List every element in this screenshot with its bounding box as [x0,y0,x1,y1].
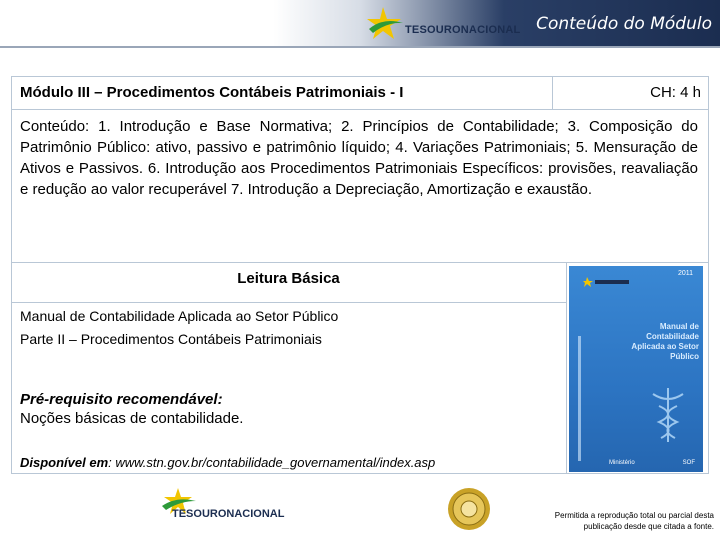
header-divider [0,46,720,48]
prerequisite-label: Pré-requisito recomendável: [20,391,223,408]
book-cover-image [569,266,703,472]
column-divider [566,262,567,474]
row-divider [11,262,709,263]
footer-brand-name: TESOURONACIONAL [172,508,285,520]
footer-tesouro-logo [160,486,310,526]
prerequisite-value: Noções básicas de contabilidade. [20,410,244,427]
cell-divider [552,76,553,109]
module-title: Módulo III – Procedimentos Contábeis Patrimoniais - I [20,84,404,101]
book-footer-left: Ministério [609,460,635,466]
manual-subtitle: Parte II – Procedimentos Contábeis Patrimoniais [20,331,322,347]
page-title: Conteúdo do Módulo [536,14,712,34]
availability-line [20,455,435,470]
caduceus-emblem-icon [647,384,689,444]
book-spine-text-icon [575,336,585,461]
availability-label: Disponível em [20,455,109,470]
course-hours: CH: 4 h [650,84,701,101]
brand-name: TESOURONACIONAL [405,24,521,36]
row-divider [11,302,566,303]
star-logo-icon [365,5,405,41]
module-content: Conteúdo: 1. Introdução e Base Normativa; 2. Princípios de Contabilidade; 3. Composição do Patrimônio Público: ativo, passivo e patrimônio líquido; 4. Variações Patrimoniais; 5. Mensuração de Ativos e Passivos. 6. Introdução aos Procedimentos Patrimoniais Específicos: provisões, reavaliação e redução ao valor recuperável 7. Introdução a Depreciação, Amortização e exaustão. [20,118,698,198]
table-title-row [11,76,709,110]
availability-url: : www.stn.gov.br/contabilidade_governamental/index.asp [108,455,436,470]
permission-notice: Permitida a reprodução total ou parcial desta publicação desde que citada a fonte. [554,511,714,531]
book-title: Manual de Contabilidade Aplicada ao Setor Público [631,322,699,361]
reading-heading: Leitura Básica [237,270,340,287]
book-footer-right: SOF [682,460,695,466]
book-logo-icon [583,276,633,288]
tesouro-nacional-logo [365,5,521,41]
gear-seal-icon [446,486,492,532]
book-year: 2011 [677,270,693,277]
manual-title: Manual de Contabilidade Aplicada ao Setor Público [20,308,339,324]
